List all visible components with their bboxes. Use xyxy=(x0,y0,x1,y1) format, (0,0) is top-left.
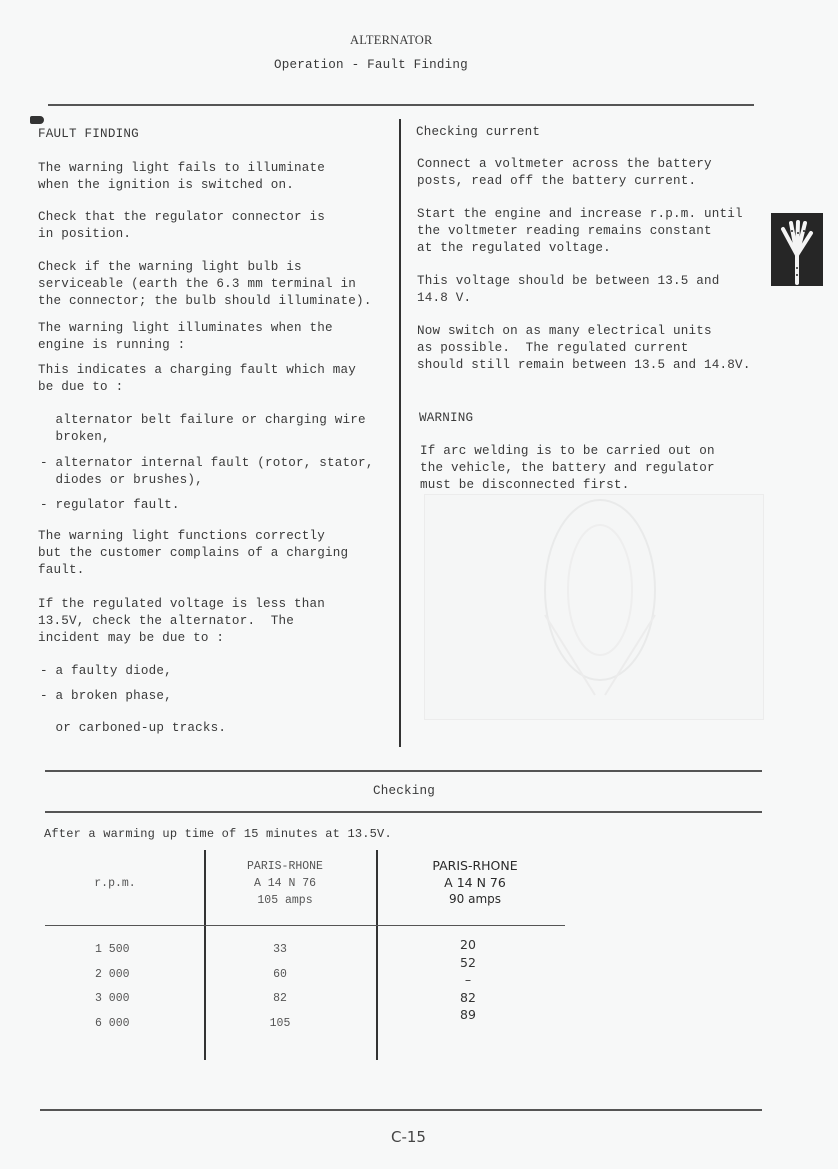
table-col-divider-1 xyxy=(204,850,206,1060)
text-line: must be disconnected first. xyxy=(420,478,630,492)
warmup-intro: After a warming up time of 15 minutes at 13.5V. xyxy=(44,827,392,841)
table-cell-90a: 52 xyxy=(460,954,476,970)
text-line: If the regulated voltage is less than xyxy=(38,597,326,611)
text-line: incident may be due to : xyxy=(38,631,225,645)
table-header-105a: PARIS-RHONE xyxy=(247,860,323,873)
table-header-90a: A 14 N 76 xyxy=(444,875,506,890)
left-paragraph xyxy=(40,720,226,737)
column-divider xyxy=(399,119,401,747)
text-line: as possible. The regulated current xyxy=(417,341,689,355)
footer-rule xyxy=(40,1109,762,1111)
header-divider xyxy=(48,104,754,106)
wiring-harness-icon xyxy=(771,213,823,286)
text-line: - a broken phase, xyxy=(40,689,172,703)
left-paragraph xyxy=(40,497,180,514)
text-line: or carboned-up tracks. xyxy=(40,721,227,735)
text-line: - alternator internal fault (rotor, stator, xyxy=(40,456,374,470)
text-line: the connector; the bulb should illuminate). xyxy=(38,294,372,308)
text-line: If arc welding is to be carried out on xyxy=(420,444,715,458)
text-line: at the regulated voltage. xyxy=(417,241,611,255)
table-header-105a: A 14 N 76 xyxy=(253,877,317,890)
fault-finding-heading: FAULT FINDING xyxy=(38,127,139,141)
text-line: The warning light fails to illuminate xyxy=(38,161,326,175)
left-paragraph xyxy=(38,528,348,579)
text-line: Check if the warning light bulb is xyxy=(38,260,302,274)
text-line: 14.8 V. xyxy=(417,291,472,305)
text-line: alternator belt failure or charging wire xyxy=(40,413,366,427)
left-paragraph xyxy=(40,688,172,705)
warning-heading: WARNING xyxy=(419,411,474,425)
table-header-rule xyxy=(45,925,565,926)
text-line: The warning light functions correctly xyxy=(38,529,326,543)
checking-top-rule xyxy=(45,770,762,772)
text-line: The warning light illuminates when the xyxy=(38,321,333,335)
text-line: Start the engine and increase r.p.m. until xyxy=(417,207,743,221)
text-line: diodes or brushes), xyxy=(40,473,203,487)
text-line: engine is running : xyxy=(38,338,186,352)
text-line: Now switch on as many electrical units xyxy=(417,324,712,338)
text-line: posts, read off the battery current. xyxy=(417,174,697,188)
text-line: serviceable (earth the 6.3 mm terminal in xyxy=(38,277,357,291)
text-line: when the ignition is switched on. xyxy=(38,178,294,192)
warning-paragraph xyxy=(420,443,715,494)
page-header-subtitle: Operation - Fault Finding xyxy=(274,58,468,72)
text-line: but the customer complains of a charging xyxy=(38,546,349,560)
text-line: the voltmeter reading remains constant xyxy=(417,224,712,238)
text-line: This indicates a charging fault which may xyxy=(38,363,357,377)
table-cell-90a: 20 xyxy=(460,937,476,952)
table-cell-90a: – xyxy=(464,972,472,987)
table-cell-90a: 82 xyxy=(460,989,476,1005)
text-line: be due to : xyxy=(38,380,124,394)
left-paragraph xyxy=(38,259,372,310)
left-paragraph xyxy=(38,160,325,194)
text-line: fault. xyxy=(38,563,85,577)
checking-bottom-rule xyxy=(45,811,762,813)
table-cell-90a: 89 xyxy=(460,1007,476,1022)
text-line: broken, xyxy=(40,430,110,444)
page-number: C-15 xyxy=(391,1128,426,1146)
right-paragraph xyxy=(417,156,712,190)
table-cell-105a: 82 xyxy=(273,992,287,1005)
checking-title: Checking xyxy=(373,784,436,798)
text-line: Check that the regulator connector is xyxy=(38,210,326,224)
table-cell-rpm: 6 000 xyxy=(95,1016,130,1030)
table-cell-rpm: 3 000 xyxy=(95,992,130,1005)
text-line: should still remain between 13.5 and 14.8V. xyxy=(417,358,751,372)
alternator-ghost-drawing xyxy=(425,495,763,719)
text-line: - regulator fault. xyxy=(40,498,180,512)
ghost-illustration xyxy=(424,494,764,720)
table-cell-105a: 105 xyxy=(269,1016,291,1030)
left-paragraph xyxy=(40,455,374,489)
binding-clip-icon xyxy=(30,116,44,124)
text-line: This voltage should be between 13.5 and xyxy=(417,274,720,288)
text-line: in position. xyxy=(38,227,132,241)
text-line: Connect a voltmeter across the battery xyxy=(417,157,712,171)
text-line: 13.5V, check the alternator. The xyxy=(38,614,294,628)
right-paragraph xyxy=(417,206,743,257)
page-header-title: ALTERNATOR xyxy=(350,33,433,47)
section-tab xyxy=(771,213,823,286)
left-paragraph xyxy=(40,663,172,680)
table-cell-105a: 60 xyxy=(273,967,287,981)
table-cell-105a: 33 xyxy=(273,943,287,956)
text-line: - a faulty diode, xyxy=(40,664,172,678)
table-header-105a: 105 amps xyxy=(257,894,313,907)
table-col-divider-2 xyxy=(376,850,378,1060)
table-header-90a: PARIS-RHONE xyxy=(432,858,518,873)
table-cell-rpm: 1 500 xyxy=(95,943,130,956)
left-paragraph xyxy=(38,596,325,647)
left-paragraph xyxy=(40,412,366,446)
table-cell-rpm: 2 000 xyxy=(95,967,130,981)
checking-current-heading: Checking current xyxy=(416,125,541,139)
right-paragraph xyxy=(417,323,751,374)
left-paragraph xyxy=(38,362,356,396)
table-header-90a: 90 amps xyxy=(449,892,501,906)
table-header-rpm: r.p.m. xyxy=(94,877,136,890)
left-paragraph xyxy=(38,209,325,243)
text-line: the vehicle, the battery and regulator xyxy=(420,461,715,475)
left-paragraph xyxy=(38,320,333,354)
right-paragraph xyxy=(417,273,720,307)
